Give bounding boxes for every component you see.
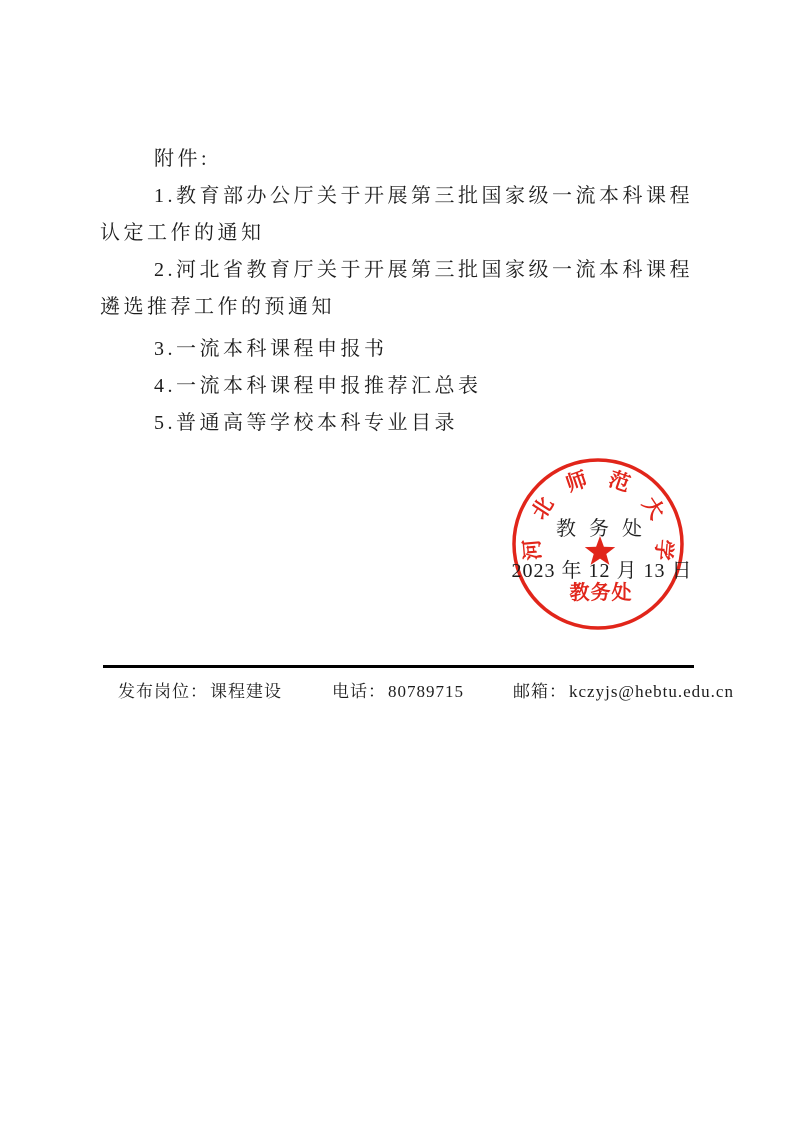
attachment-1-line-2: 认定工作的通知 bbox=[100, 222, 265, 244]
footer-phone-label: 电话： bbox=[332, 682, 386, 701]
official-seal bbox=[506, 452, 696, 642]
attachment-4: 4.一流本科课程申报推荐汇总表 bbox=[154, 375, 482, 397]
footer-email-label: 邮箱： bbox=[513, 682, 567, 701]
footer-email bbox=[513, 677, 734, 702]
attachments-label: 附件: bbox=[154, 148, 211, 170]
footer-phone-value: 80789715 bbox=[388, 682, 464, 701]
seal-arc-char-3: 范 bbox=[605, 466, 634, 497]
seal-arc-char-2: 师 bbox=[562, 466, 591, 497]
attachment-3: 3.一流本科课程申报书 bbox=[154, 338, 388, 360]
footer-divider bbox=[103, 665, 694, 668]
seal-arc-char-4: 大 bbox=[637, 492, 670, 524]
footer-email-value: kczyjs@hebtu.edu.cn bbox=[569, 682, 734, 701]
seal-arc-char-0: 河 bbox=[519, 538, 546, 562]
footer-post-value: 课程建设 bbox=[210, 682, 282, 701]
footer-phone bbox=[332, 677, 464, 702]
seal-department-text: 教务处 bbox=[569, 582, 633, 604]
attachment-5: 5.普通高等学校本科专业目录 bbox=[154, 412, 458, 434]
footer-post bbox=[118, 677, 282, 702]
signature-department: 教 务 处 bbox=[556, 518, 646, 540]
signature-date: 2023 年 12 月 13 日 bbox=[511, 560, 693, 582]
attachment-2-line-2: 遴选推荐工作的预通知 bbox=[100, 296, 335, 318]
attachment-2-line-1: 2.河北省教育厅关于开展第三批国家级一流本科课程 bbox=[154, 259, 693, 281]
footer-post-label: 发布岗位： bbox=[118, 682, 208, 701]
attachment-1-line-1: 1.教育部办公厅关于开展第三批国家级一流本科课程 bbox=[154, 185, 693, 207]
seal-arc-char-5: 学 bbox=[650, 538, 677, 562]
attachment-list bbox=[100, 141, 720, 442]
seal-arc-char-1: 北 bbox=[526, 492, 559, 524]
